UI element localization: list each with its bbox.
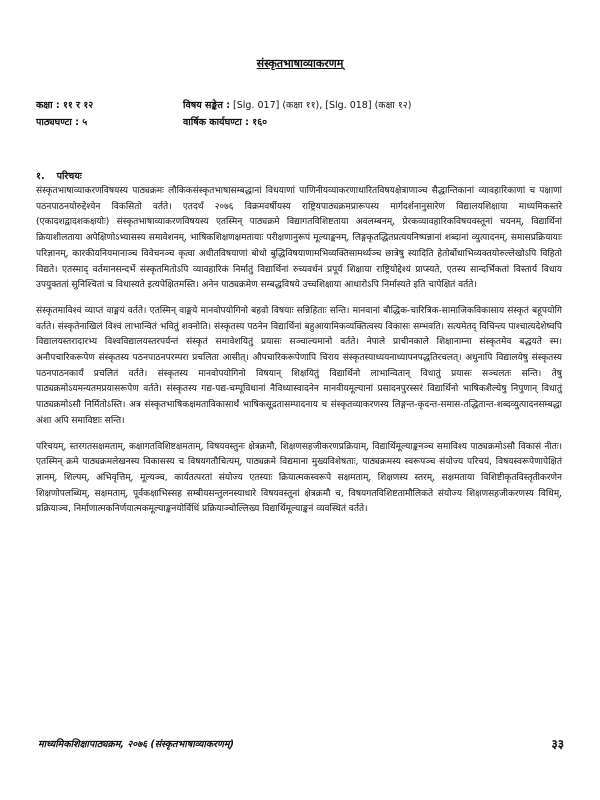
paragraph: संस्कृतभाषाव्याकरणविषयस्य पाठ्यक्रमः लौकिकसंस्कृतभाषासम्बद्धानां विधयाणां पाणिनीयव्याकरणाधारितविषयक्षेत्राणाञ्च सैद्धान्तिकानां व्यावहारिकाणां च पक्षाणां पठनपाठनयोरुद्देश्येन विकसितो वर्तते। एतदर्थं २०७६ विक्रमवर्षीयस्य राष्ट्रियपाठ्यक्रमप्रारूपस्य मार्गदर्शनानुसारेण विद्यालयशिक्षाया माध्यमिकस्तरे (एकादशद्वादशकक्षयोः) संस्कृतभाषाव्याकरणविषयस्य एतस्मिन् पाठ्यक्रमे विद्यागतविशिष्टताया अवलम्बनम्, प्रेरकव्यावहारिकविषयवस्तूनां चयनम्, विद्यार्थिनां क्रियाशीलताया अपेक्षिणोऽभ्यासस्य समावेशनम्, भाषिकशिक्षणक्षमतायाः परीक्षणानुरूपं मूल्याङ्कनम्, लिङ्गकृतद्धितप्रत्ययनिष्पन्नानां शब्दानां व्युत्पादनम्, समासप्रक्रियायाः परिज्ञानम्, कारकीयनियमानाञ्च विवेचनञ्च कृत्वा अधीतविषयाणां बोधो बुद्धिविषयाणामभिव्यक्तिसामर्थ्यञ्च छात्रेषु स्यादिति हेतोर्बोधाभिव्यक्तयोरुल्लेखोऽपि विहितो विद्यते। एतस्माद् वर्तमानसन्दर्भे संस्कृतमितोऽपि व्यावहारिकं निर्मातुं विद्यार्थिनां रुच्यवर्धनं प्रपूर्य शिक्षाया राष्ट्रियोद्देश्यं प्राप्स्यते, एतस्य सान्दर्भिकतां विस्तार्य विधाय उपयुक्ततां सुनिश्चितां च विधास्यते इत्यपेक्षितमस्ति। अनेन पाठ्यक्रमेण सम्बद्धविषये उच्चशिक्षाया आधारोऽपि निर्मास्यते इति चापेक्षितं वर्तते। <box>36 186 562 291</box>
section-title: परिचयः <box>56 171 82 182</box>
subject-code <box>183 98 566 111</box>
annual-hours-label: वार्षिक कार्यघण्टा : १६० <box>183 117 268 128</box>
document-body <box>36 184 562 528</box>
section-number: १. <box>36 171 45 182</box>
footer-caption: माध्यमिकशिक्षापाठ्यक्रम, २०७६ (संस्कृतभाषाव्याकरणम्) <box>38 739 234 750</box>
meta-row-hours <box>36 113 566 130</box>
section-heading <box>36 169 94 182</box>
subject-code-value: [Slg. 017] (कक्षा ११), [Slg. 018] (कक्षा १२) <box>233 100 412 111</box>
paragraph: संस्कृतमाविश्वं व्याप्तं वाङ्मयं वर्तते। एतस्मिन् वाङ्मये मानवोपयोगिनो बहवो विषयाः सन्निहिताः सन्ति। मानवानां बौद्धिक-चारित्रिक-सामाजिकविकासाय संस्कृतं बहूपयोगि वर्तते। संस्कृतेनाखिलं विश्वं लाभान्वितं भवितुं शक्नोति। संस्कृतस्य पठनेन विद्यार्थिनां बहुआयामिकव्यक्तित्वस्य विकासः सम्भवति। सत्यमेतद् विचिन्त्य पाश्चात्यदेशेष्वपि विद्यालयस्तरादारभ्य विश्वविद्यालयस्तरपर्यन्तं संस्कृतं समावेशयितुं प्रयासः सञ्चाल्यमानो वर्तते। नेपाले प्राचीनकाले शिक्षानाम्ना संस्कृतमेव बद्धयते स्म। अनौपचारिकरूपेण संस्कृतस्य पठनपाठनपरम्परा प्रचलिता आसीत्। औपचारिकरूपेणापि चिराय संस्कृतस्याध्ययनाध्यापनपद्धतिरचलत्। अधुनापि विद्यालयेषु संस्कृतस्य पठनपाठनकार्यं प्रचलितं वर्तते। संस्कृतस्य मानवोपयोगिनो विषयान् शिक्षयितुं विद्यार्थिनो लाभान्वितान् विधातुं प्रयासः सञ्चलतः सन्ति। तेषु पाठ्यक्रमोऽयमन्यतमप्रयासरूपेण वर्तते। संस्कृतस्य गद्य-पद्य-चम्पूविधानां नैविध्यास्वादनेन मानवीयमूल्यानां प्रसादनपुरस्सरं विद्यार्थिनो भाषिकशैल्येषु निपुणान् विधातुं पाठ्यक्रमोऽसौ निर्मितोऽस्ति। अत्र संस्कृतभाषिकक्षमताविकासार्थं भाषिकसूद्रतासम्पादनाय च संस्कृतव्याकरणस्य लिङ्गन्त-कृदन्त-समास-तद्धितान्त-शब्दव्युत्पादनसम्बद्धा अंशा अपि समाविष्टाः सन्ति। <box>36 305 562 426</box>
paragraph: परिचयम्, स्तरगतसक्षमताम्, कक्षागतविशिष्टक्षमताम्, विषयवस्तुनः क्षेत्रक्रमौ, शिक्षणसहजीकरणप्रक्रियाम्, विद्यार्थिमूल्याङ्कनञ्च समाविश्य पाठ्यक्रमोऽसौ विकासं नीतः। एतस्मिन् क्रमे पाठ्यक्रमलेखनस्य विकासस्य च विषयगतौचित्यम्, पाठ्यक्रमे विद्यमाना मुख्यविशेषताः, पाठ्यक्रमस्य स्वरूपञ्च संयोज्य परिचयं, विषयस्वरूपेणापेक्षितं ज्ञानम्, शिल्पम्, अभिवृत्तिम्, मूल्यञ्च, कार्यतत्परतां संयोज्य एतस्याः क्रियात्मकस्वरूपे सक्षमताम्, शिक्षणस्य स्तरम्, सक्षमताया विशिष्टीकृतविस्तृतीकरणेन शिक्षणोपलब्धिम्, सक्षमताम्, पूर्वकक्षाभिस्सह सम्बीयसन्तुलनस्याधारे विषयवस्तूनां क्षेत्रक्रमौ च, विषयगतविशिष्टतामौलिकते संयोज्य शिक्षणसहजीकरणस्य विधिम्, प्रक्रियाञ्च, निर्माणात्मकनिर्णयात्मकमूल्याङ्कनयोर्विधिं प्रक्रियाञ्चोल्लिख्य विद्यार्थिमूल्याङ्कनं व्यवस्थितं वर्तते। <box>36 441 562 515</box>
meta-row-grade <box>36 96 566 113</box>
course-meta <box>36 96 566 130</box>
subject-code-label: विषय सङ्केत : <box>183 100 231 111</box>
page-title: संस्कृतभाषाव्याकरणम् <box>256 57 344 70</box>
credit-label: पाठ्यघण्टा : ५ <box>36 117 88 128</box>
grade-label: कक्षा : ११ र १२ <box>36 100 94 111</box>
page-number: ३३ <box>551 737 564 751</box>
